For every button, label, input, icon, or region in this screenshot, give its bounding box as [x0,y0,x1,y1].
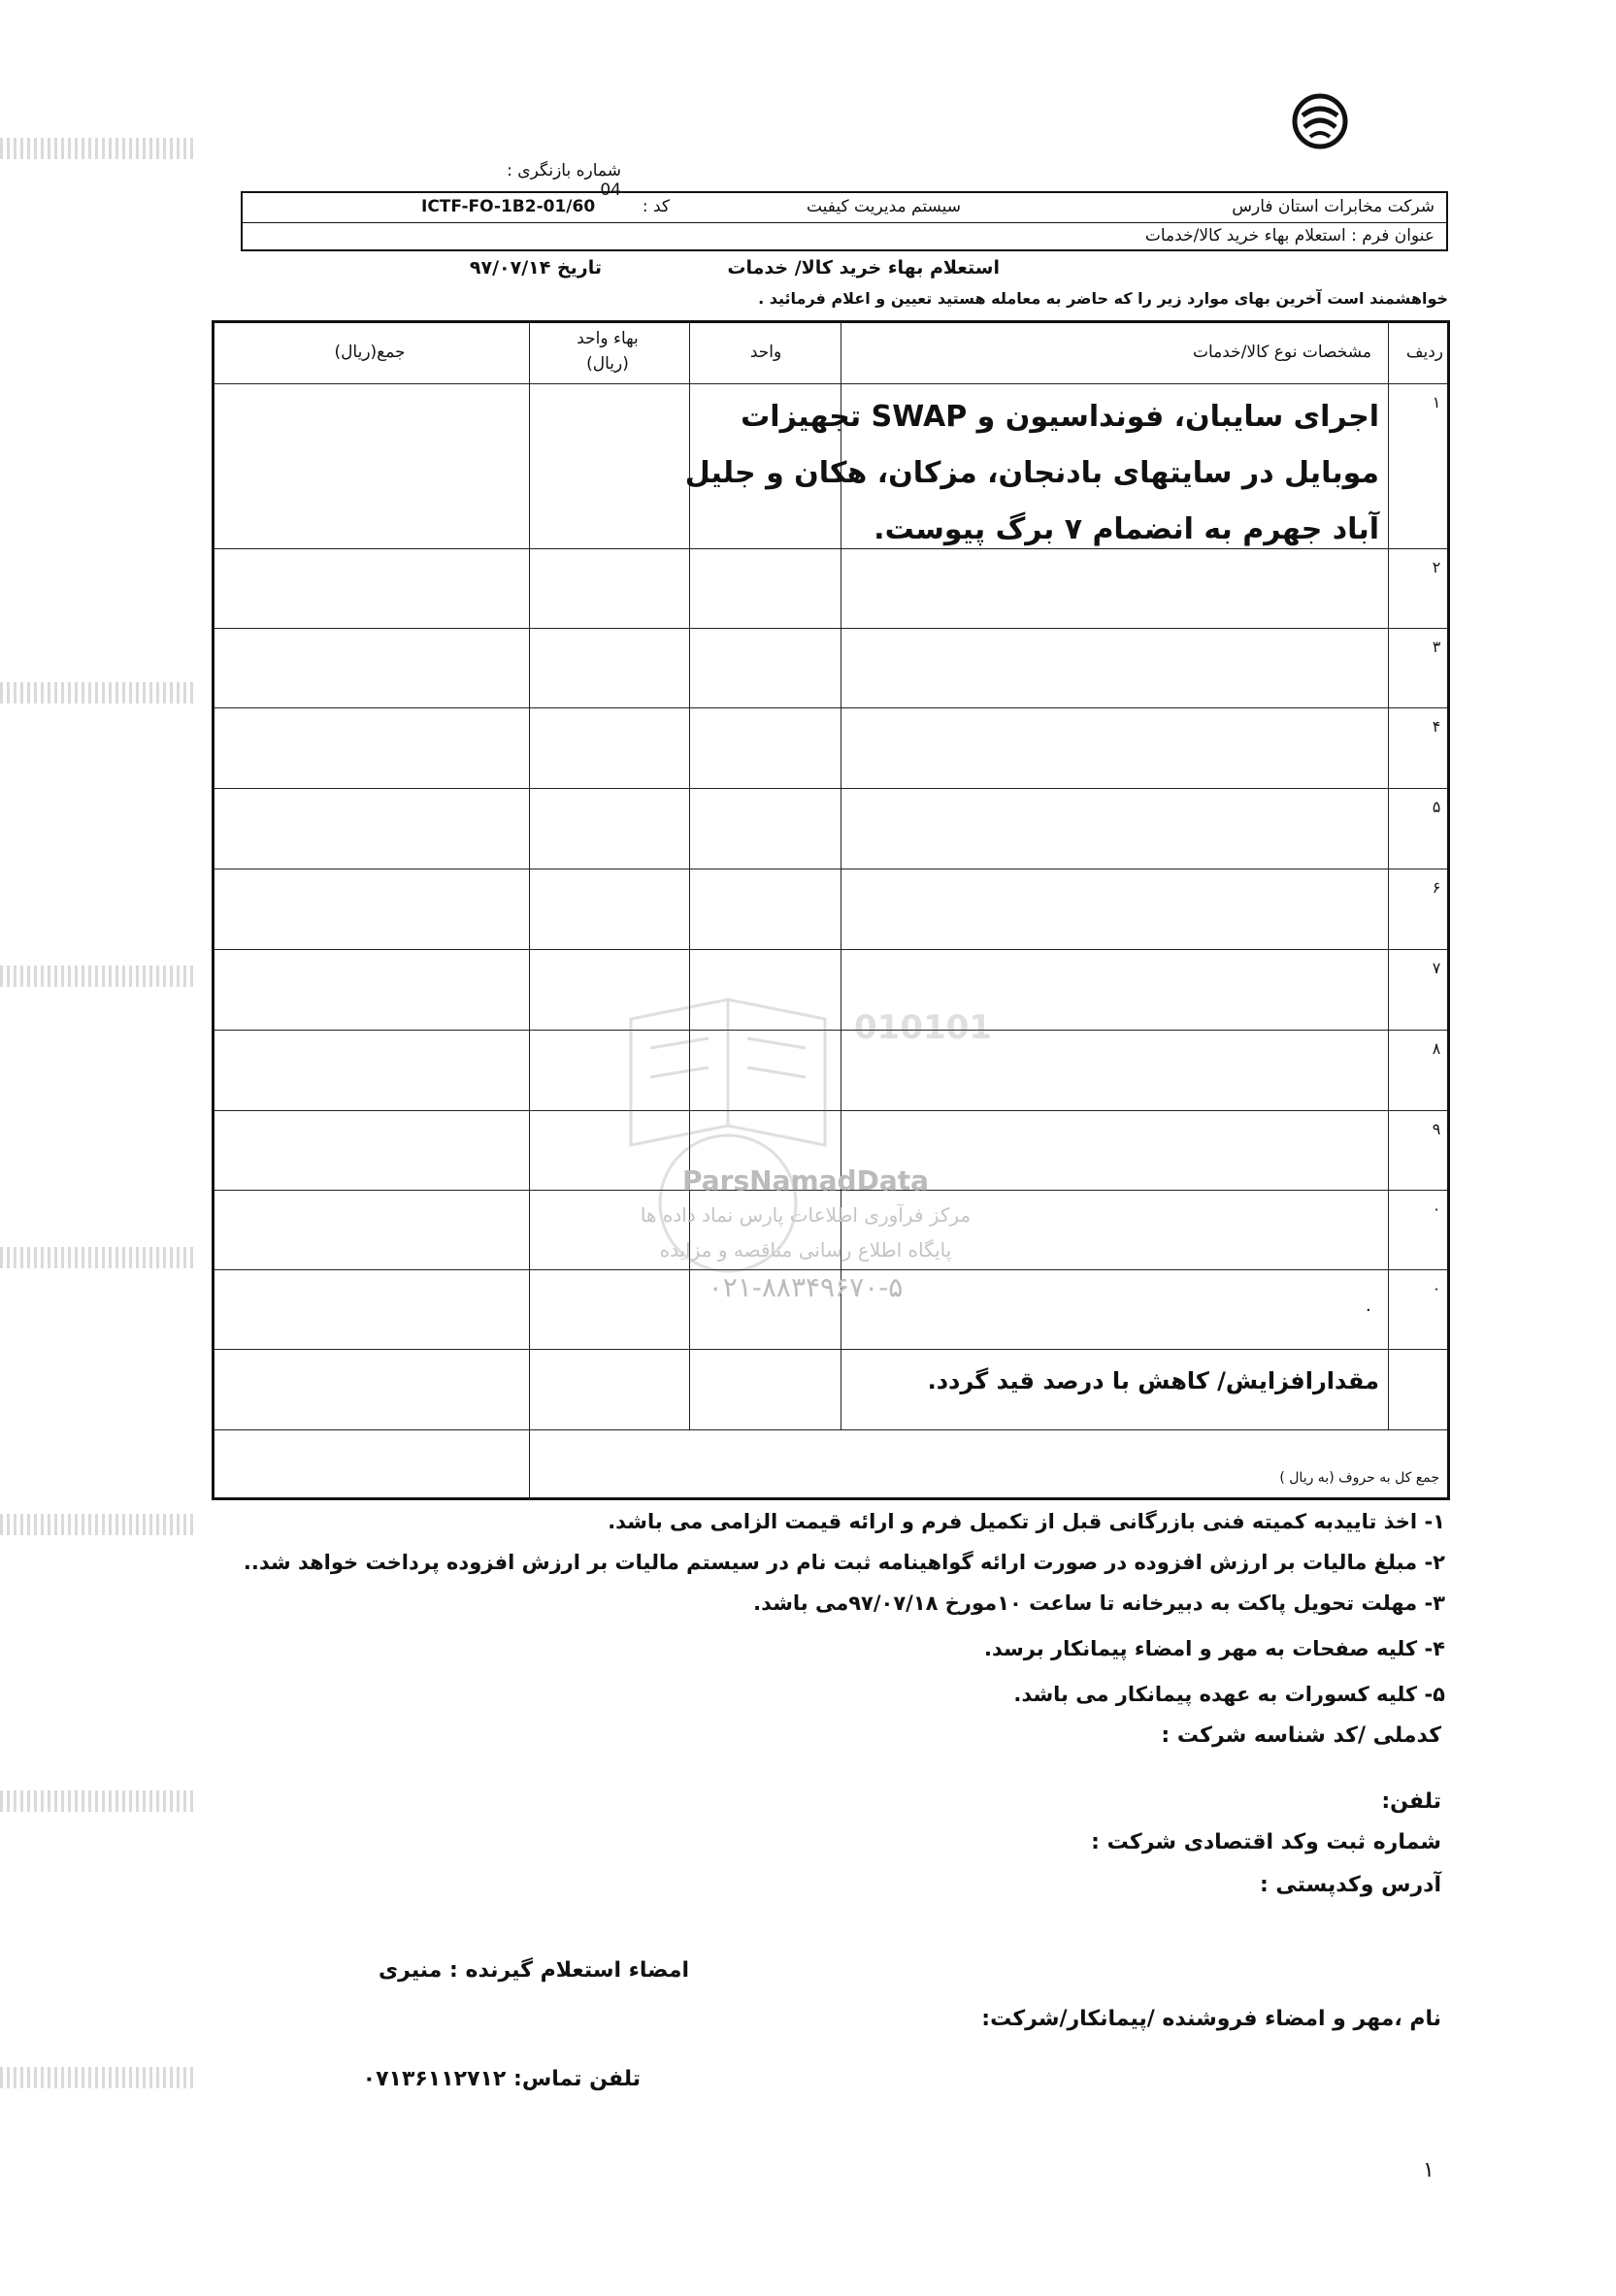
items-table [212,320,1450,1500]
address-label: آدرس وکدپستی : [1259,1873,1441,1897]
note-item: ۱- اخذ تاییدبه کمیته فنی بازرگانی قبل از تکمیل فرم و ارائه قیمت الزامی می باشد. [608,1510,1445,1533]
col-header-unit-price: بهاء واحد [577,329,639,348]
watermark-digits: 010101 [854,1008,992,1047]
watermark-brand: ParsNamadData [682,1164,929,1197]
quality-system: سیستم مدیریت کیفیت [806,197,961,216]
form-code: ICTF-FO-1B2-01/60 [421,197,596,216]
note-item: ۴- کلیه صفحات به مهر و امضاء پیمانکار برسد. [984,1637,1445,1660]
inquiry-date: تاریخ ۹۷/۰۷/۱۴ [469,257,602,279]
watermark-phone: ۰۲۱-۸۸۳۴۹۶۷۰-۵ [708,1271,904,1303]
form-title: عنوان فرم : استعلام بهاء خرید کالا/خدمات [1144,226,1435,246]
note-item: ۳- مهلت تحویل پاکت به دبیرخانه تا ساعت ۱۰مورخ ۹۷/۰۷/۱۸می باشد. [753,1591,1445,1615]
row-number: ۳ [1432,638,1441,656]
col-header-unit-price-currency: (ریال) [586,354,629,374]
row-number: ۱ [1432,393,1441,411]
item-spec-line: اجرای سایبان، فونداسیون و SWAP تجهیزات [741,400,1379,434]
revision-number: شماره بازنگری : 04 [507,161,621,200]
form-header-table [241,191,1448,251]
company-name: شرکت مخابرات استان فارس [1232,197,1435,216]
signer-label: امضاء استعلام گیرنده : منیری [378,1958,689,1983]
row-number: ۲ [1432,558,1441,576]
item-spec-line: آباد جهرم به انضمام ۷ برگ پیوست. [874,512,1379,546]
form-code-label: کد : [642,197,670,216]
watermark-line1: مرکز فرآوری اطلاعات پارس نماد داده ها [640,1203,972,1227]
row-number: ۷ [1432,959,1441,977]
item-spec-line: موبایل در سایتهای بادنجان، مزکان، هکان و جلیل [684,456,1379,490]
col-header-total: جمع(ریال) [334,343,406,362]
request-text: خواهشمند است آخرین بهای موارد زیر را که حاضر به معامله هستید تعیین و اعلام فرمائید . [758,289,1448,308]
contact-phone: تلفن تماس: ۰۷۱۳۶۱۱۲۷۱۲ [362,2067,641,2091]
note-item: ۲- مبلغ مالیات بر ارزش افزوده در صورت ارائه گواهینامه ثبت نام در سیستم مالیات بر ارزش افزوده پرداخت خواهد شد.. [243,1551,1445,1574]
row-number: ٠ [1432,1199,1441,1218]
phone-label: تلفن: [1381,1789,1441,1814]
row-number: ۸ [1432,1039,1441,1058]
col-header-spec: مشخصات نوع کالا/خدمات [1192,343,1372,362]
row-number: ۴ [1432,717,1441,736]
watermark-line2: پایگاه اطلاع رسانی مناقصه و مزایده [659,1238,952,1262]
row-number: ۹ [1432,1120,1441,1138]
row-dot: ٠ [1364,1299,1373,1320]
row-number: ۵ [1432,798,1441,816]
col-header-row: ردیف [1405,343,1443,362]
national-id-label: کدملی /کد شناسه شرکت : [1161,1723,1441,1748]
total-in-words-label: جمع کل به حروف (به ریال ) [1279,1470,1439,1486]
col-header-unit: واحد [749,343,782,362]
inquiry-title: استعلام بهاء خرید کالا/ خدمات [727,257,1000,279]
page-number: ۱ [1423,2158,1435,2182]
row-number: ٠ [1432,1279,1441,1297]
registration-label: شماره ثبت وکد اقتصادی شرکت : [1091,1830,1441,1854]
note-item: ۵- کلیه کسورات به عهده پیمانکار می باشد. [1013,1683,1445,1706]
row-number: ۶ [1432,878,1441,897]
change-note: مقدارافزایش/ کاهش با درصد قید گردد. [927,1367,1379,1394]
seller-sign-label: نام ،مهر و امضاء فروشنده /پیمانکار/شرکت: [981,2007,1441,2031]
company-logo [1291,92,1349,150]
